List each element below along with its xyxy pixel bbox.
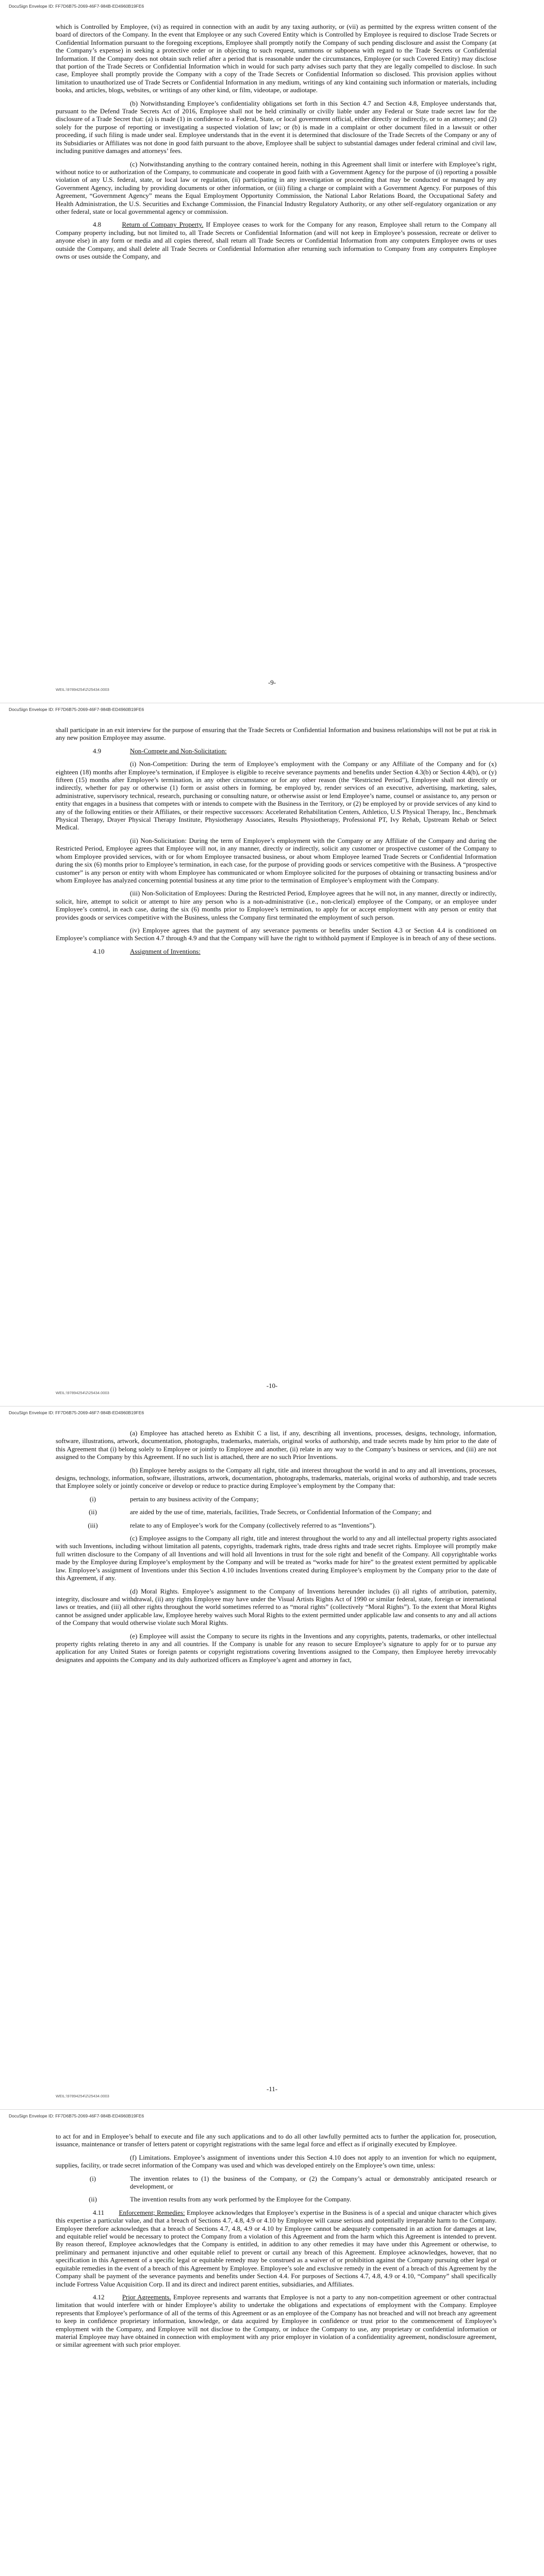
section-heading [56,748,497,755]
paragraph: (a) Employee has attached hereto as Exhibit C a list, if any, describing all inventions, processes, designs, technology, information, software, illustrations, artwork, documentation, photographs, trademarks, materials, original works of authorship, and trade secrets made by him prior to the date of this Agreement that (i) belong solely to Employee or jointly to Employee and another, (ii) relate in any way to the Company’s business or services, and (iii) are not assigned to the Company by this Agreement. If no such list is attached, there are no such Prior Inventions. [56,1430,497,1461]
section-heading [56,948,497,956]
section-number: 4.10 [93,947,105,955]
paragraph: (iv) Employee agrees that the payment of any severance payments or benefits under Section 4.3 or Section 4.4 is conditioned on Employee’s compliance with Section 4.7 through 4.9 and that the Company will have the right to withhold payment if Employee is in breach of any of these sections. [56,926,497,942]
section-number: 4.8 [93,221,102,229]
list-item-text: relate to any of Employee’s work for the Company (collectively referred to as “Inventions”). [130,1521,376,1529]
section-text: Employee represents and warrants that Employee is not a party to any non-competition agreement or other contractual limitation that would interfere with or hinder Employee’s ability to undertake the obligations and expectations of employment with the Company. Employee represents that Employee’s performance of all of the terms of this Agreement or as an employee of the Company has not breached and will not breach any agreement to keep in confidence proprietary information, knowledge, or data acquired by Employee in confidence or trust prior to the commencement of Employee’s employment with the Company, and Employee will not disclose to the Company, or induce the Company to use, any proprietary or confidential information or material Employee may have obtained in connection with employment with any prior employer in violation of a confidentiality agreement, nondisclosure agreement, or similar agreement with such prior employer. [56,2293,497,2349]
list-item [56,2196,497,2204]
section-paragraph [56,2294,497,2349]
envelope-header: DocuSign Envelope ID: FF7D6B75-2069-46F7-984B-ED4960B19FE6 [9,2113,144,2119]
page-number: -11- [267,2086,277,2093]
paragraph: to act for and in Employee’s behalf to execute and file any such applications and to do all other lawfully permitted acts to further the application for, prosecution, issuance, maintenance or transfer of letters patent or copyright registrations with the same legal force and effect as if originally executed by Employee. [56,2133,497,2148]
paragraph: which is Controlled by Employee, (vi) as required in connection with an audit by any taxing authority, or (vii) as permitted by the express written consent of the board of directors of the Company. In the event that Employee or any such Covered Entity which is Controlled by Employee is required to disclose Trade Secrets or Confidential Information pursuant to the foregoing exceptions, Employee shall promptly notify the Company of such pending disclosure and assist the Company (at the Company’s expense) in seeking a protective order or in objecting to such request, summons or subpoena with regard to the Trade Secrets or Confidential Information. If the Company does not obtain such relief after a period that is reasonable under the circumstances, Employee (or such Covered Entity) may disclose that portion of the Trade Secrets or Confidential Information which in would for such party advises such party that they are legally compelled to disclose. In such case, Employee shall promptly provide the Company with a copy of the Trade Secrets or Confidential Information so disclosed. This provision applies without limitation to unauthorized use of Trade Secrets or Confidential Information in any medium, writings of any kind containing such information or materials, including books, and articles, blogs, websites, or writings of any other kind, or film, videotape, or audiotape. [56,23,497,94]
document-page-10 [0,703,544,1406]
paragraph: (iii) Non-Solicitation of Employees: During the Restricted Period, Employee agrees that he will not, in any manner, directly or indirectly, solicit, hire, attempt to solicit or attempt to hire any person who is a non-administrative (i.e., non-clerical) employee of the Company, or an employee under Employee’s control, in each case, during the six (6) months prior to Employee’s termination, to apply for or accept employment with any person or entity that provides goods or services competitive with the Business, unless the Company first terminated the employment of such person. [56,890,497,921]
list-item-text: The invention relates to (1) the business of the Company, or (2) the Company’s actual or demonstrably anticipated research or development, or [130,2175,497,2191]
page-number: -9- [268,679,276,686]
page-body [56,726,497,961]
section-paragraph [56,221,497,261]
paragraph: (b) Employee hereby assigns to the Company all right, title and interest throughout the world in and to any and all inventions, processes, designs, technology, information, software, illustrations, artwork, documentation, photographs, trademarks, materials, original works of authorship, and trade secrets that Employee solely or jointly conceive or develop or reduce to practice during Employee’s employment by the Company that: [56,1466,497,1490]
envelope-header: DocuSign Envelope ID: FF7D6B75-2069-46F7-984B-ED4960B19FE6 [9,1410,144,1415]
list-item-label: (i) [89,1495,96,1503]
list-item [56,2175,497,2191]
list-item-label: (ii) [89,2196,97,2204]
footer-code: WEIL:\97894254\2\25434.0003 [56,2094,109,2098]
paragraph: (f) Limitations. Employee’s assignment of inventions under this Section 4.10 does not apply to an invention for which no equipment, supplies, facility, or trade secret information of the Company was used and which was developed entirely on the Employee’s own time, unless: [56,2154,497,2170]
page-number: -10- [266,1382,278,1389]
document-page-12 [0,2110,544,2576]
list-item-text: are aided by the use of time, materials, facilities, Trade Secrets, or Confidential Information of the Company; and [130,1509,432,1516]
document-page-9 [0,0,544,703]
section-title: Prior Agreements. [122,2293,171,2301]
list-item-label: (iii) [88,1521,98,1529]
paragraph: shall participate in an exit interview for the purpose of ensuring that the Trade Secrets or Confidential Information and business relationships will not be put at risk in any new position Employee may assume. [56,726,497,742]
list-item-text: The invention results from any work performed by the Employee for the Company. [130,2196,352,2204]
document-page-11 [0,1406,544,2110]
paragraph: (ii) Non-Solicitation: During the term of Employee’s employment with the Company or any Affiliate of the Company and during the Restricted Period, Employee agrees that Employee will not, in any manner, directly or indirectly, solicit any customer or prospective customer of the Company to whom Employee provided services, with or for whom Employee transacted business, or about whom Employee learned Trade Secrets or Confidential Information during the six (6) months prior to Employee’s termination, in each case, for the purpose of providing goods or services competitive with the Business. A “prospective customer” is any person or entity with whom Employee has communicated or whom Employee solicited for the purposes of obtaining or transacting business and/or whom Employee has analyzed concerning potential business at any time prior to the termination of Employee’s employment with the Company. [56,837,497,884]
section-text: If Employee ceases to work for the Company for any reason, Employee shall return to the Company all Company property including, but not limited to, all Trade Secrets or Confidential Information (and will not keep in Employee’s possession, recreate or deliver to anyone else) in any form or media and all copies thereof, shall return all Trade Secrets or Confidential Information from any computers Employee owns or uses outside the Company, and shall delete all Trade Secrets or Confidential Information after returning such information to Company from any computers Employee owns or uses outside the Company, and [56,221,497,260]
page-body [56,23,497,266]
section-paragraph [56,2209,497,2289]
list-item-label: (ii) [89,1509,97,1516]
section-title: Non-Compete and Non-Solicitation: [130,747,227,755]
page-body [56,1430,497,1669]
section-title: Enforcement; Remedies: [119,2209,185,2216]
envelope-header: DocuSign Envelope ID: FF7D6B75-2069-46F7-984B-ED4960B19FE6 [9,4,144,9]
paragraph: (i) Non-Competition: During the term of Employee’s employment with the Company or any Affiliate of the Company and for (x) eighteen (18) months after Employee’s termination, if Employee is eligible to receive severance payments and benefits under Section 4.3(b) or Section 4.4(b), or (y) fifteen (15) months after Employee’s termination, in any other circumstance or for any other reason (the “Restricted Period”), Employee shall not directly or indirectly, whether for pay or otherwise (1) form or assist others in forming, be employed by, render services of an executive, advertising, marketing, sales, administrative, supervisory technical, research, purchasing or consulting nature, or otherwise assist or lend Employee’s name, counsel or assistance to, any person or entity that engages in a business that competes with or intends to compete with the Business in the Territory, or (2) be employed by or provide services of any kind to any of the following entities or their Affiliates, or their respective successors: Accelerated Rehabilitation Centers, Athletico, U.S Physical Therapy, Inc., Benchmark Physical Therapy, Drayer Physical Therapy Institute, Physiotherapy Associates, Results Physiotherapy, Professional PT, Ivy Rehab, Upstream Rehab or Select Medical. [56,760,497,832]
section-title: Assignment of Inventions: [130,947,201,955]
paragraph: (c) Employee assigns to the Company all right, title and interest throughout the world to any and all intellectual property rights associated with such Inventions, including without limitation all patents, copyrights, trademark rights, trade dress rights and trade secret rights. Employee will promptly make full written disclosure to the Company of all Inventions and will hold all Inventions in trust for the sole right and benefit of the Company. All copyrightable works made by the Employee during Employee’s employment by the Company and will be treated as “works made for hire” to the greatest extent permitted by applicable law. Employee’s assignment of Inventions under this Section 4.10 includes Inventions created during Employee’s employment by the Company prior to the date of this Agreement, if any. [56,1535,497,1582]
footer-code: WEIL:\97894254\2\25434.0003 [56,1391,109,1395]
list-item [56,1522,497,1530]
paragraph: (c) Notwithstanding anything to the contrary contained herein, nothing in this Agreement shall limit or interfere with Employee’s right, without notice to or authorization of the Company, to communicate and cooperate in good faith with a Government Agency for the purpose of (i) reporting a possible violation of any U.S. federal, state, or local law or regulation, (ii) participating in any investigation or proceeding that may be conducted or managed by any Government Agency, including by providing documents or other information, or (iii) filing a charge or complaint with a Government Agency. For purposes of this Agreement, “Government Agency” means the Equal Employment Opportunity Commission, the National Labor Relations Board, the Occupational Safety and Health Administration, the U.S. Securities and Exchange Commission, the Financial Industry Regulatory Authority, or any other self-regulatory organization or any other federal, state or local governmental agency or commission. [56,160,497,215]
section-title: Return of Company Property. [122,221,204,229]
paragraph: (e) Employee will assist the Company to secure its rights in the Inventions and any copyrights, patents, trademarks, or other intellectual property rights relating thereto in any and all countries. If the Company is unable for any reason to secure Employee’s signature to apply for or to pursue any application for any United States or foreign patents or copyright registrations covering Inventions assigned to the Company, then Employee hereby irrevocably designates and appoints the Company and its duly authorized officers as Employee’s agent and attorney in fact, [56,1632,497,1664]
paragraph: (d) Moral Rights. Employee’s assignment to the Company of Inventions hereunder includes (i) all rights of attribution, paternity, integrity, disclosure and withdrawal, (ii) any rights Employee may have under the Visual Artists Rights Act of 1990 or similar federal, state, foreign or international laws or treaties, and (iii) all other rights throughout the world sometimes referred to as “moral rights” (collectively “Moral Rights”). To the extent that Moral Rights cannot be assigned under applicable law, Employee hereby waives such Moral Rights to the extent permitted under applicable law and consents to any and all actions of the Company that would otherwise violate such Moral Rights. [56,1587,497,1627]
section-number: 4.12 [93,2293,105,2301]
page-body [56,2133,497,2354]
envelope-header: DocuSign Envelope ID: FF7D6B75-2069-46F7-984B-ED4960B19FE6 [9,707,144,712]
list-item-text: pertain to any business activity of the Company; [130,1495,259,1503]
footer-code: WEIL:\97894254\2\25434.0003 [56,687,109,692]
paragraph: (b) Notwithstanding Employee’s confidentiality obligations set forth in this Section 4.7 and Section 4.8, Employee understands that, pursuant to the Defend Trade Secrets Act of 2016, Employee shall not be held criminally or civilly liable under any Federal or State trade secret law for the disclosure of a Trade Secret that: (a) is made (1) in confidence to a Federal, State, or local government official, either directly or indirectly, or to an attorney; and (2) solely for the purpose of reporting or investigating a suspected violation of law; or (b) is made in a complaint or other document filed in a lawsuit or other proceeding, if such filing is made under seal. Employee understands that in the event it is determined that disclosure of the Trade Secrets of the Company or any of its Subsidiaries or Affiliates was not done in good faith pursuant to the above, Employee shall be subject to substantial damages under federal criminal and civil law, including punitive damages and attorneys’ fees. [56,99,497,155]
list-item-label: (i) [89,2175,96,2182]
section-number: 4.9 [93,747,102,755]
list-item [56,1509,497,1516]
section-number: 4.11 [93,2209,105,2216]
section-text: Employee acknowledges that Employee’s expertise in the Business is of a special and unique character which gives this expertise a particular value, and that a breach of Sections 4.7, 4.8, 4.9 or 4.10 by Employee will cause serious and potentially irreparable harm to the Company. Employee therefore acknowledges that a breach of Sections 4.7, 4.8, 4.9 or 4.10 by Employee cannot be adequately compensated in an action for damages at law, and equitable relief would be necessary to protect the Company from a violation of this Agreement and from the harm which this Agreement is intended to prevent. By reason thereof, Employee acknowledges that the Company is entitled, in addition to any other remedies it may have under this Agreement or otherwise, to preliminary and permanent injunctive and other equitable relief to prevent or curtail any breach of this Agreement. Employee acknowledges, however, that no specification in this Agreement of a specific legal or equitable remedy may be construed as a waiver of or prohibition against the Company pursuing other legal or equitable remedies in the event of a breach of this Agreement by Employee. Employee’s sole and exclusive remedy in the event of a breach of this Agreement by the Company shall be payment of the severance payments and benefits under Section 4.4. For purposes of Sections 4.7, 4.8, 4.9 or 4.10, “Company” shall specifically include Fortress Value Acquisition Corp. II and its direct and indirect parent entities, subsidiaries, and Affiliates. [56,2209,497,2288]
list-item [56,1496,497,1503]
